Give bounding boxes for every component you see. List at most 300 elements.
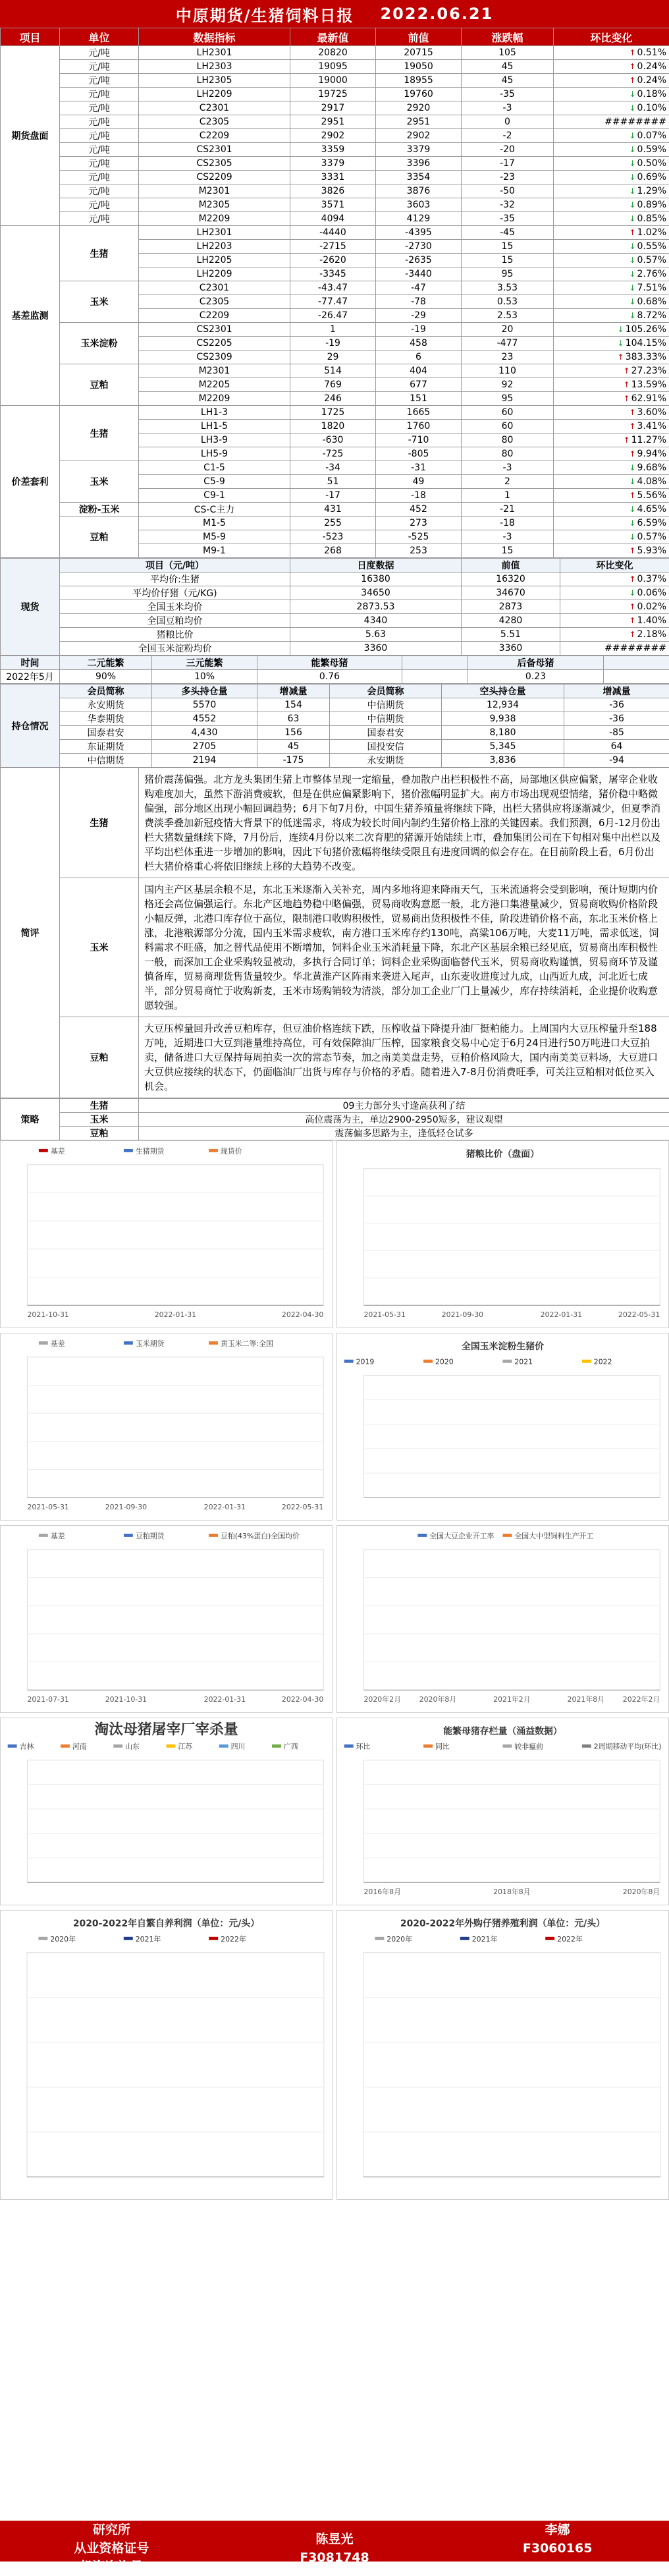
legend-swatch xyxy=(124,1341,133,1345)
ratio-value: 0.50% xyxy=(637,158,666,169)
sow-table xyxy=(0,656,669,684)
chart-svg xyxy=(337,1718,668,1905)
change-cell: 0 xyxy=(462,115,554,129)
metric-cell: LH2301 xyxy=(139,46,290,60)
ratio-cell xyxy=(554,101,669,115)
legend-label: 现货价 xyxy=(221,1146,242,1156)
legend-swatch xyxy=(113,1745,122,1748)
latest-cell: 3571 xyxy=(290,198,376,212)
latest-cell: -630 xyxy=(290,434,376,447)
ratio-cell xyxy=(554,212,669,226)
change-cell: 45 xyxy=(462,74,554,88)
metric-cell: LH3-9 xyxy=(139,434,290,447)
legend-label: 四川 xyxy=(231,1743,246,1751)
report-title: 中原期货/生猪饲料日报 xyxy=(176,3,354,26)
commentary-name: 玉米 xyxy=(60,878,139,1017)
positions-cell: 中信期货 xyxy=(60,754,152,768)
chart-title: 淘汰母猪屠宰厂宰杀量 xyxy=(94,1721,238,1738)
futures-label: 期货盘面 xyxy=(1,46,60,226)
legend-swatch xyxy=(209,1534,218,1537)
chart-svg xyxy=(1,1526,332,1712)
latest-cell: -17 xyxy=(290,489,376,503)
commentary-row xyxy=(1,1017,669,1098)
legend-label: 全国大豆企业开工率 xyxy=(429,1531,494,1540)
unit-cell: 元/吨 xyxy=(60,74,139,88)
positions-table xyxy=(0,684,669,768)
ratio-cell xyxy=(560,573,669,586)
arrow-down-icon: ↓ xyxy=(628,532,637,542)
header-latest: 最新值 xyxy=(290,28,376,46)
arrow-down-icon: ↓ xyxy=(628,588,637,598)
group-name: 玉米 xyxy=(60,461,139,503)
change-cell: -32 xyxy=(462,198,554,212)
legend-swatch xyxy=(209,1149,218,1152)
ratio-cell xyxy=(560,628,669,642)
legend-label: 2周期移动平均(环比) xyxy=(594,1742,662,1751)
ratio-cell xyxy=(554,74,669,88)
metric-cell: C2209 xyxy=(139,129,290,143)
spot-section xyxy=(1,559,669,656)
change-cell: 60 xyxy=(462,420,554,434)
positions-header-cell: 增减量 xyxy=(564,685,669,698)
footer-analyst2-name: 李娜 xyxy=(545,2521,570,2539)
latest-cell: -34 xyxy=(290,461,376,475)
metric-cell: C2305 xyxy=(139,295,290,309)
chart-c5 xyxy=(0,1525,333,1713)
strategy-name: 玉米 xyxy=(60,1113,139,1127)
futures-row xyxy=(1,101,669,115)
header-ratio: 环比变化 xyxy=(554,28,669,46)
ratio-cell xyxy=(554,337,669,350)
basis-section xyxy=(1,226,669,406)
plot-area xyxy=(27,1953,324,2177)
latest-cell: 51 xyxy=(290,475,376,489)
latest-cell: 3826 xyxy=(290,184,376,198)
ratio-cell xyxy=(554,115,669,129)
metric-cell: CS2209 xyxy=(139,171,290,184)
legend-swatch xyxy=(38,1937,47,1940)
basis-row xyxy=(1,364,669,378)
x-tick-label: 2021年8月 xyxy=(568,1694,605,1704)
positions-cell: 东证期货 xyxy=(60,740,152,754)
positions-cell: 永安期货 xyxy=(60,698,152,712)
positions-cell: 4,430 xyxy=(152,726,257,740)
arrow-down-icon: ↓ xyxy=(628,463,637,472)
prev-cell: 49 xyxy=(376,475,462,489)
positions-row xyxy=(1,726,669,740)
ratio-value: 27.23% xyxy=(631,366,666,376)
futures-row xyxy=(1,157,669,171)
legend-swatch xyxy=(503,1360,512,1363)
metric-cell: C5-9 xyxy=(139,475,290,489)
plot-area xyxy=(363,1953,660,2177)
change-cell: -18 xyxy=(462,517,554,530)
arrow-up-icon: ↑ xyxy=(628,574,637,584)
prev-cell: 677 xyxy=(376,378,462,392)
prev-cell: -78 xyxy=(376,295,462,309)
chart-c7 xyxy=(0,1718,333,1905)
positions-header-cell: 增减量 xyxy=(257,685,330,698)
metric-cell: LH2305 xyxy=(139,74,290,88)
change-cell: 15 xyxy=(462,544,554,558)
sow-section xyxy=(1,656,669,684)
basis-label: 基差监测 xyxy=(1,226,60,406)
sow-header-cell: 二元能繁 xyxy=(60,656,152,670)
legend-label: 江苏 xyxy=(178,1742,193,1751)
ratio-cell xyxy=(554,226,669,240)
arrow-down-icon: ↓ xyxy=(628,103,637,113)
commentary-table xyxy=(0,768,669,1098)
prev-cell: 5.51 xyxy=(462,628,560,642)
strategy-text: 震荡偏多思路为主，逢低轻仓试多 xyxy=(139,1127,669,1140)
group-name: 玉米淀粉 xyxy=(60,323,139,364)
positions-label: 持仓情况 xyxy=(1,685,60,768)
arrow-down-icon: ↓ xyxy=(628,256,637,265)
latest-cell: 2873.53 xyxy=(290,600,462,614)
x-tick-label: 2022-05-31 xyxy=(282,1503,323,1511)
unit-cell: 元/吨 xyxy=(60,198,139,212)
ratio-cell xyxy=(560,600,669,614)
ratio-value: 0.24% xyxy=(637,61,666,72)
legend-swatch xyxy=(124,1149,133,1152)
latest-cell: -725 xyxy=(290,447,376,461)
commentary-name: 豆粕 xyxy=(60,1017,139,1098)
basis-row xyxy=(1,281,669,295)
ratio-value: 62.91% xyxy=(631,393,666,404)
futures-row xyxy=(1,60,669,74)
legend-swatch xyxy=(209,1341,218,1345)
latest-cell: 4340 xyxy=(290,614,462,628)
legend-swatch xyxy=(417,1534,427,1537)
prev-cell: -18 xyxy=(376,489,462,503)
sow-header-cell: 能繁母猪 xyxy=(257,656,402,670)
positions-cell: 中信期货 xyxy=(330,712,442,726)
metric-cell: LH2303 xyxy=(139,60,290,74)
metric-cell: CS2205 xyxy=(139,337,290,350)
ratio-value: 105.26% xyxy=(626,324,666,335)
ratio-value: 9.68% xyxy=(637,462,666,473)
legend-swatch xyxy=(8,1745,17,1748)
x-tick-label: 2021-05-31 xyxy=(363,1310,405,1319)
commentary-row xyxy=(1,878,669,1017)
futures-section xyxy=(1,46,669,226)
x-tick-label: 2022-01-31 xyxy=(155,1310,196,1319)
metric-cell: M2209 xyxy=(139,392,290,406)
legend-swatch xyxy=(124,1534,133,1537)
unit-cell: 元/吨 xyxy=(60,60,139,74)
arrow-down-icon: ↓ xyxy=(628,269,637,279)
plot-area xyxy=(27,1165,323,1305)
change-cell: 1 xyxy=(462,489,554,503)
latest-cell: -77.47 xyxy=(290,295,376,309)
spot-header-prev: 前值 xyxy=(462,559,560,573)
arrow-down-icon: ↓ xyxy=(628,311,637,320)
group-name: 豆粕 xyxy=(60,517,139,558)
chart-title: 2020-2022年自繁自养利润（单位：元/头） xyxy=(73,1918,259,1929)
legend-swatch xyxy=(545,1937,554,1940)
legend-swatch xyxy=(582,1745,591,1748)
ratio-value: 0.07% xyxy=(637,130,666,141)
ratio-value: 3.60% xyxy=(637,407,666,418)
spot-header-row xyxy=(1,559,669,573)
strategy-name: 豆粕 xyxy=(60,1127,139,1140)
arrow-down-icon: ↓ xyxy=(628,90,637,99)
legend-swatch xyxy=(344,1745,354,1748)
ratio-value: 0.06% xyxy=(637,588,666,598)
metric-cell: LH2209 xyxy=(139,88,290,101)
metric-cell: LH5-9 xyxy=(139,447,290,461)
chart-title: 猪粮比价（盘面） xyxy=(466,1148,539,1160)
ratio-cell xyxy=(554,184,669,198)
prev-cell: 3360 xyxy=(462,642,560,656)
arrow-up-icon: ↑ xyxy=(628,228,637,237)
futures-row xyxy=(1,129,669,143)
change-cell: -17 xyxy=(462,157,554,171)
latest-cell: 4094 xyxy=(290,212,376,226)
report-title-bar xyxy=(0,0,669,28)
legend-label: 2021 xyxy=(514,1358,533,1366)
header-prev: 前值 xyxy=(376,28,462,46)
spot-row xyxy=(1,600,669,614)
report-date: 2022.06.21 xyxy=(380,5,493,23)
unit-cell: 元/吨 xyxy=(60,115,139,129)
prev-cell: 16320 xyxy=(462,573,560,586)
prev-cell: -47 xyxy=(376,281,462,295)
sow-cell xyxy=(402,670,468,684)
metric-cell: LH2301 xyxy=(139,226,290,240)
x-tick-label: 2020年2月 xyxy=(363,1694,401,1704)
prev-cell: 2873 xyxy=(462,600,560,614)
arrow-up-icon: ↑ xyxy=(622,366,631,376)
header-change: 涨跌幅 xyxy=(462,28,554,46)
chart-c6 xyxy=(336,1525,669,1713)
metric-cell: LH1-3 xyxy=(139,406,290,420)
x-tick-label: 2016年8月 xyxy=(363,1887,401,1896)
x-tick-label: 2021-05-31 xyxy=(27,1503,68,1511)
legend-swatch xyxy=(167,1745,176,1748)
prev-cell: 2920 xyxy=(376,101,462,115)
arrow-down-icon: ↓ xyxy=(616,339,626,348)
prev-cell: -31 xyxy=(376,461,462,475)
ratio-value: 0.68% xyxy=(637,296,666,307)
ratio-cell xyxy=(554,295,669,309)
prev-cell: 4129 xyxy=(376,212,462,226)
positions-cell: 5,345 xyxy=(442,740,564,754)
ratio-cell xyxy=(554,129,669,143)
ratio-cell xyxy=(554,517,669,530)
futures-row xyxy=(1,143,669,157)
legend-label: 黄玉米二等:全国 xyxy=(221,1339,273,1348)
legend-label: 吉林 xyxy=(20,1742,34,1751)
latest-cell: 255 xyxy=(290,517,376,530)
chart-svg xyxy=(1,1718,332,1905)
ratio-value: 9.94% xyxy=(637,449,666,459)
sow-header-cell xyxy=(604,656,669,670)
arrow-down-icon: ↓ xyxy=(628,477,637,486)
ratio-value: 0.69% xyxy=(637,172,666,182)
ratio-cell xyxy=(554,434,669,447)
spot-row xyxy=(1,586,669,600)
sow-cell: 0.76 xyxy=(257,670,402,684)
arrow-down-icon: ↓ xyxy=(628,200,637,210)
chart-c1 xyxy=(0,1140,333,1328)
spot-row xyxy=(1,642,669,656)
positions-cell: 国泰君安 xyxy=(60,726,152,740)
positions-cell: 永安期货 xyxy=(330,754,442,768)
legend-label: 全国大中型饲料生产开工 xyxy=(514,1531,593,1540)
latest-cell: 2902 xyxy=(290,129,376,143)
metric-cell: CS2309 xyxy=(139,350,290,364)
prev-cell: -19 xyxy=(376,323,462,337)
ratio-value: 4.08% xyxy=(637,476,666,487)
group-name: 豆粕 xyxy=(60,364,139,406)
ratio-cell xyxy=(554,461,669,475)
sow-header-cell: 时间 xyxy=(1,656,60,670)
arrow-up-icon: ↑ xyxy=(628,62,637,71)
prev-cell: 2902 xyxy=(376,129,462,143)
legend-label: 豆粕(43%蛋白)全国均价 xyxy=(221,1531,300,1540)
strategy-label: 策略 xyxy=(1,1099,60,1140)
legend-swatch xyxy=(503,1534,512,1537)
ratio-cell xyxy=(554,323,669,337)
change-cell: 95 xyxy=(462,392,554,406)
x-tick-label: 2020年8月 xyxy=(623,1887,660,1896)
change-cell: 20 xyxy=(462,323,554,337)
chart-svg xyxy=(1,1141,332,1328)
ratio-cell xyxy=(554,530,669,544)
ratio-cell xyxy=(554,350,669,364)
latest-cell: 431 xyxy=(290,503,376,517)
metric-cell: LH2209 xyxy=(139,267,290,281)
legend-swatch xyxy=(39,1149,48,1152)
positions-cell: 3,836 xyxy=(442,754,564,768)
x-tick-label: 2021-10-31 xyxy=(27,1310,68,1319)
prev-cell: 151 xyxy=(376,392,462,406)
unit-cell: 元/吨 xyxy=(60,171,139,184)
header-metric: 数据指标 xyxy=(139,28,290,46)
positions-cell: -85 xyxy=(564,726,669,740)
metric-cell: LH2205 xyxy=(139,254,290,267)
strategy-section xyxy=(1,1099,669,1140)
footer-cert-label: 从业资格证号 xyxy=(74,2539,149,2558)
sow-header-cell: 三元能繁 xyxy=(152,656,257,670)
change-cell: -23 xyxy=(462,171,554,184)
legend-label: 2022年 xyxy=(557,1934,583,1944)
ratio-cell xyxy=(554,171,669,184)
spot-header-item: 项目（元/吨） xyxy=(60,559,290,573)
change-cell: 15 xyxy=(462,240,554,254)
legend-label: 2019 xyxy=(356,1358,375,1366)
change-cell: 80 xyxy=(462,434,554,447)
arrow-up-icon: ↑ xyxy=(622,380,631,389)
footer-analyst1-name: 陈昱光 xyxy=(315,2530,353,2548)
ratio-cell xyxy=(554,254,669,267)
positions-cell: -175 xyxy=(257,754,330,768)
prev-cell: -29 xyxy=(376,309,462,323)
change-cell: 92 xyxy=(462,378,554,392)
ratio-value: 1.29% xyxy=(637,186,666,196)
change-cell: -35 xyxy=(462,212,554,226)
chart-svg xyxy=(337,1333,668,1520)
spot-label: 现货 xyxy=(1,559,60,656)
spread-row xyxy=(1,503,669,517)
prev-cell: 3379 xyxy=(376,143,462,157)
ratio-value: 0.89% xyxy=(637,200,666,210)
group-name: 玉米 xyxy=(60,281,139,323)
positions-cell: 中信期货 xyxy=(330,698,442,712)
commentary-text: 大豆压榨量回升改善豆粕库存，但豆油价格连续下跌，压榨收益下降提升油厂挺粕能力。上周国内大豆压榨量升至188万吨，近期进口大豆到港量维持高位，可有效保障油厂压榨，国家粮食交易中心定于6月24日进行50万吨进口大豆拍卖，储备进口大豆保持每周拍卖一次的常态节奏，加之南美美盘走势，豆粕价格风险大，国内南美美豆料场，大豆进口大豆供应接续的状态下，仍面临油厂出货与库存与价格的矛盾。随着进入7-8月份消费旺季，可关注豆粕相对低位买入机会。 xyxy=(139,1017,669,1098)
spread-row xyxy=(1,461,669,475)
positions-cell: 64 xyxy=(564,740,669,754)
unit-cell: 元/吨 xyxy=(60,157,139,171)
metric-cell: M2209 xyxy=(139,212,290,226)
arrow-up-icon: ↑ xyxy=(622,394,631,403)
futures-row xyxy=(1,115,669,129)
ratio-cell xyxy=(554,309,669,323)
x-tick-label: 2022-04-30 xyxy=(282,1310,323,1319)
chart-c10 xyxy=(336,1910,669,2200)
metric-cell: 猪粮比价 xyxy=(60,628,290,642)
strategy-table xyxy=(0,1098,669,1140)
footer-institute: 研究所 xyxy=(93,2521,130,2539)
prev-cell: -4395 xyxy=(376,226,462,240)
change-cell: -477 xyxy=(462,337,554,350)
strategy-row xyxy=(1,1127,669,1140)
ratio-value: 0.02% xyxy=(637,602,666,612)
x-tick-label: 2022-04-30 xyxy=(282,1695,323,1704)
sow-header-cell: 后备母猪 xyxy=(468,656,604,670)
legend-label: 2021年 xyxy=(136,1934,161,1944)
arrow-up-icon: ↑ xyxy=(628,76,637,85)
sow-cell: 2022年5月 xyxy=(1,670,60,684)
legend-swatch xyxy=(423,1360,433,1363)
ratio-value: 0.37% xyxy=(637,574,666,584)
change-cell: -3 xyxy=(462,101,554,115)
footer-col-analyst1 xyxy=(223,2521,446,2576)
arrow-down-icon: ↓ xyxy=(628,145,637,154)
metric-cell: C2301 xyxy=(139,281,290,295)
latest-cell: 514 xyxy=(290,364,376,378)
positions-cell: 5570 xyxy=(152,698,257,712)
prev-cell: 404 xyxy=(376,364,462,378)
commentary-name: 生猪 xyxy=(60,768,139,878)
prev-cell: 18955 xyxy=(376,74,462,88)
ratio-value: 11.27% xyxy=(631,435,666,445)
legend-label: 2020 xyxy=(435,1358,454,1366)
spot-header-ratio: 环比变化 xyxy=(560,559,669,573)
legend-swatch xyxy=(124,1937,133,1940)
legend-label: 较非瘟前 xyxy=(514,1742,543,1751)
ratio-cell xyxy=(554,406,669,420)
spread-row xyxy=(1,517,669,530)
prev-cell: -2635 xyxy=(376,254,462,267)
arrow-up-icon: ↑ xyxy=(628,408,637,417)
positions-header-cell: 会员简称 xyxy=(60,685,152,698)
footer-col-analyst2 xyxy=(446,2521,669,2576)
positions-row xyxy=(1,698,669,712)
change-cell: 105 xyxy=(462,46,554,60)
prev-cell: -3440 xyxy=(376,267,462,281)
legend-swatch xyxy=(582,1360,591,1363)
spread-section xyxy=(1,406,669,558)
spot-table xyxy=(0,558,669,656)
change-cell: 2.53 xyxy=(462,309,554,323)
arrow-up-icon: ↑ xyxy=(628,48,637,57)
latest-cell: 19000 xyxy=(290,74,376,88)
arrow-up-icon: ↑ xyxy=(628,546,637,555)
positions-cell: 4552 xyxy=(152,712,257,726)
latest-cell: -19 xyxy=(290,337,376,350)
